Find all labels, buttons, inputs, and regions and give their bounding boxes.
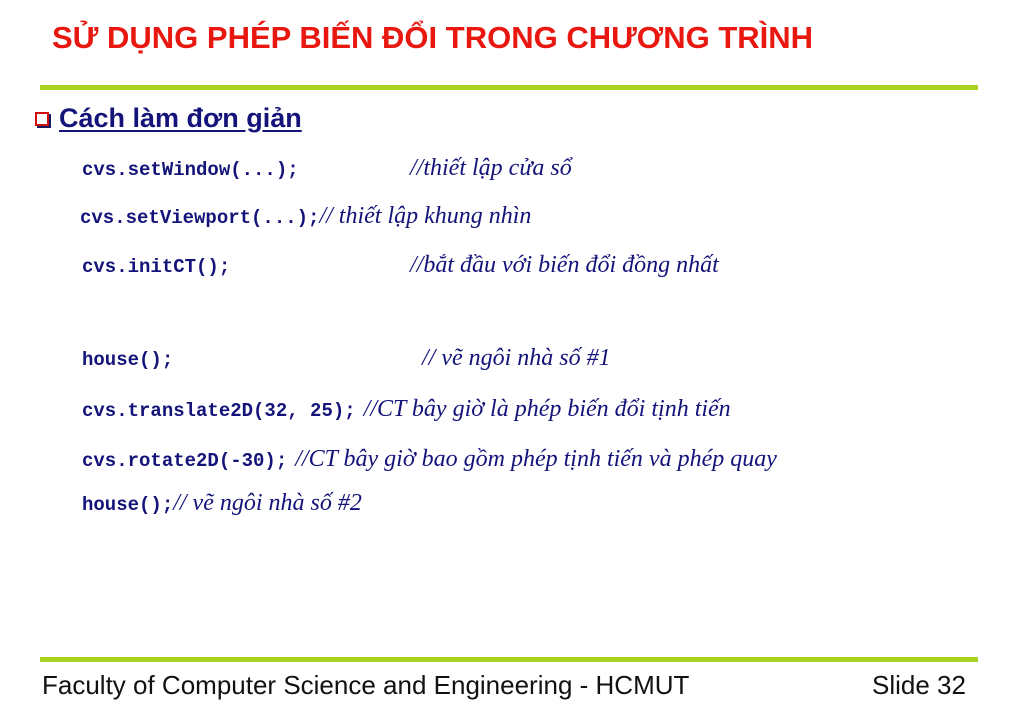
code-line-4 (82, 345, 611, 372)
code-comment: //CT bây giờ là phép biến đổi tịnh tiến (363, 396, 731, 422)
code-comment: // thiết lập khung nhìn (319, 203, 532, 229)
code-text: house(); (82, 494, 174, 516)
code-text: cvs.initCT(); (82, 256, 231, 278)
code-comment: //bắt đầu với biến đổi đồng nhất (410, 252, 719, 278)
code-line-5 (82, 396, 731, 423)
code-line-2 (80, 203, 531, 230)
bullet-heading-row (35, 103, 302, 134)
code-text: cvs.setViewport(...); (80, 207, 320, 229)
code-text: cvs.rotate2D(-30); (82, 450, 288, 472)
code-text: house(); (82, 349, 174, 371)
code-text: cvs.setWindow(...); (82, 159, 299, 181)
code-comment: // vẽ ngôi nhà số #1 (422, 345, 611, 371)
footer-faculty: Faculty of Computer Science and Engineering - HCMUT (42, 670, 690, 700)
code-comment: //thiết lập cửa sổ (410, 155, 572, 181)
code-line-3 (82, 252, 719, 279)
code-text: cvs.translate2D(32, 25); (82, 400, 356, 422)
code-comment: //CT bây giờ bao gồm phép tịnh tiến và phép quay (295, 446, 777, 472)
bottom-divider (40, 657, 978, 662)
footer-slide-number: Slide 32 (872, 670, 966, 700)
section-heading: Cách làm đơn giản (59, 103, 302, 133)
code-line-1 (82, 155, 572, 182)
slide-title: SỬ DỤNG PHÉP BIẾN ĐỔI TRONG CHƯƠNG TRÌNH (52, 20, 814, 55)
code-line-6 (82, 446, 777, 473)
code-comment: // vẽ ngôi nhà số #2 (173, 490, 362, 516)
top-divider (40, 85, 978, 90)
code-line-7 (82, 490, 362, 517)
checkbox-bullet-icon (35, 112, 49, 126)
